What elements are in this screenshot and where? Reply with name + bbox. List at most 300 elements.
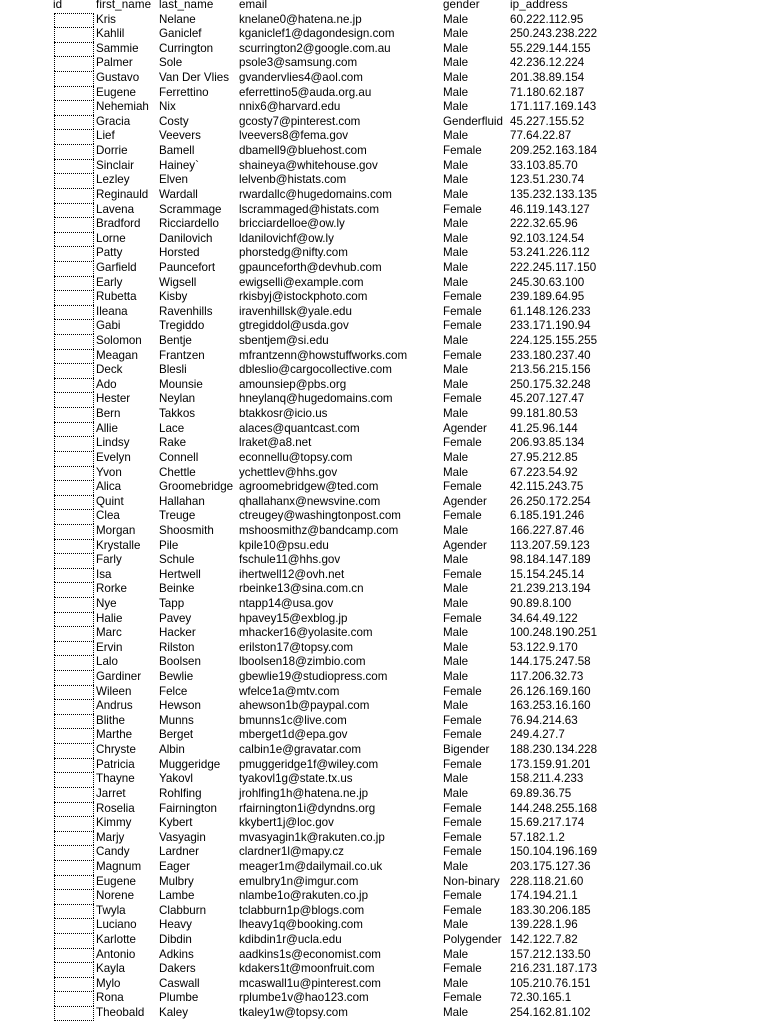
email-cell[interactable]: meager1m@dailymail.co.uk	[239, 859, 383, 873]
id-cell[interactable]	[54, 115, 94, 130]
email-cell[interactable]: gcosty7@pinterest.com	[239, 114, 361, 128]
last-name-cell[interactable]: Scrammage	[159, 202, 222, 216]
email-cell[interactable]: rfairnington1i@dyndns.org	[239, 801, 376, 815]
email-cell[interactable]: qhallahanx@newsvine.com	[239, 494, 381, 508]
id-cell[interactable]	[54, 743, 94, 758]
email-cell[interactable]: iravenhillsk@yale.edu	[239, 304, 352, 318]
email-cell[interactable]: lheavy1q@booking.com	[239, 918, 363, 932]
ip-address-cell[interactable]: 123.51.230.74	[510, 173, 585, 187]
ip-address-cell[interactable]: 173.159.91.201	[510, 757, 591, 771]
ip-address-cell[interactable]: 61.148.126.233	[510, 304, 591, 318]
email-cell[interactable]: lraket@a8.net	[239, 436, 312, 450]
first-name-cell[interactable]: Reginauld	[96, 187, 149, 201]
last-name-cell[interactable]: Beinke	[159, 582, 195, 596]
first-name-cell[interactable]: Sammie	[96, 41, 139, 55]
first-name-cell[interactable]: Garfield	[96, 260, 137, 274]
gender-cell[interactable]: Male	[443, 27, 469, 41]
last-name-cell[interactable]: Plumbe	[159, 991, 199, 1005]
gender-cell[interactable]: Male	[443, 158, 469, 172]
ip-address-cell[interactable]: 183.30.206.185	[510, 903, 591, 917]
ip-address-cell[interactable]: 41.25.96.144	[510, 421, 578, 435]
email-cell[interactable]: dbleslio@cargocollective.com	[239, 363, 392, 377]
last-name-cell[interactable]: Kybert	[159, 816, 193, 830]
email-cell[interactable]: scurrington2@google.com.au	[239, 41, 391, 55]
ip-address-cell[interactable]: 201.38.89.154	[510, 71, 585, 85]
last-name-cell[interactable]: Sole	[159, 56, 183, 70]
id-cell[interactable]	[54, 27, 94, 42]
first-name-cell[interactable]: Isa	[96, 567, 112, 581]
email-cell[interactable]: mvasyagin1k@rakuten.co.jp	[239, 830, 385, 844]
first-name-cell[interactable]: Farly	[96, 553, 122, 567]
id-cell[interactable]	[54, 466, 94, 481]
last-name-cell[interactable]: Bewlie	[159, 670, 194, 684]
header-first-name[interactable]: first_name	[96, 0, 152, 11]
ip-address-cell[interactable]: 53.122.9.170	[510, 640, 578, 654]
ip-address-cell[interactable]: 203.175.127.36	[510, 859, 591, 873]
last-name-cell[interactable]: Tapp	[159, 596, 185, 610]
id-cell[interactable]	[54, 305, 94, 320]
id-cell[interactable]	[54, 290, 94, 305]
last-name-cell[interactable]: Pile	[159, 538, 179, 552]
last-name-cell[interactable]: Ravenhills	[159, 304, 213, 318]
email-cell[interactable]: fschule11@hhs.gov	[239, 553, 341, 567]
ip-address-cell[interactable]: 26.250.172.254	[510, 494, 591, 508]
first-name-cell[interactable]: Kahlil	[96, 27, 125, 41]
first-name-cell[interactable]: Ervin	[96, 640, 123, 654]
last-name-cell[interactable]: Berget	[159, 728, 194, 742]
first-name-cell[interactable]: Marc	[96, 626, 122, 640]
last-name-cell[interactable]: Horsted	[159, 246, 200, 260]
last-name-cell[interactable]: Heavy	[159, 918, 192, 932]
ip-address-cell[interactable]: 90.89.8.100	[510, 596, 572, 610]
last-name-cell[interactable]: Lambe	[159, 889, 195, 903]
first-name-cell[interactable]: Luciano	[96, 918, 137, 932]
ip-address-cell[interactable]: 222.245.117.150	[510, 260, 597, 274]
gender-cell[interactable]: Male	[443, 786, 469, 800]
first-name-cell[interactable]: Norene	[96, 889, 135, 903]
ip-address-cell[interactable]: 157.212.133.50	[510, 947, 591, 961]
email-cell[interactable]: wfelce1a@mtv.com	[239, 684, 340, 698]
gender-cell[interactable]: Male	[443, 173, 469, 187]
header-gender[interactable]: gender	[443, 0, 480, 11]
email-cell[interactable]: rwardallc@hugedomains.com	[239, 187, 392, 201]
email-cell[interactable]: lboolsen18@zimbio.com	[239, 655, 366, 669]
first-name-cell[interactable]: Quint	[96, 494, 124, 508]
email-cell[interactable]: tyakovl1g@state.tx.us	[239, 772, 353, 786]
ip-address-cell[interactable]: 250.175.32.248	[510, 377, 591, 391]
ip-address-cell[interactable]: 174.194.21.1	[510, 889, 578, 903]
email-cell[interactable]: kpile10@psu.edu	[239, 538, 329, 552]
last-name-cell[interactable]: Dibdin	[159, 933, 192, 946]
first-name-cell[interactable]: Evelyn	[96, 450, 131, 464]
last-name-cell[interactable]: Ganiclef	[159, 27, 202, 41]
id-cell[interactable]	[54, 261, 94, 276]
id-cell[interactable]	[54, 276, 94, 291]
gender-cell[interactable]: Male	[443, 918, 469, 932]
email-cell[interactable]: kganiclef1@dagondesign.com	[239, 27, 395, 41]
ip-address-cell[interactable]: 216.231.187.173	[510, 962, 598, 976]
ip-address-cell[interactable]: 139.228.1.96	[510, 918, 578, 932]
first-name-cell[interactable]: Early	[96, 275, 123, 289]
ip-address-cell[interactable]: 53.241.226.112	[510, 246, 590, 260]
id-cell[interactable]	[54, 772, 94, 787]
last-name-cell[interactable]: Treuge	[159, 509, 196, 523]
first-name-cell[interactable]: Deck	[96, 363, 123, 377]
last-name-cell[interactable]: Bamell	[159, 144, 195, 158]
id-cell[interactable]	[54, 422, 94, 437]
email-cell[interactable]: pmuggeridge1f@wiley.com	[239, 757, 379, 771]
email-cell[interactable]: ihertwell12@ovh.net	[239, 567, 345, 581]
id-cell[interactable]	[54, 86, 94, 101]
first-name-cell[interactable]: Gardiner	[96, 670, 142, 684]
id-cell[interactable]	[54, 188, 94, 203]
id-cell[interactable]	[54, 173, 94, 188]
first-name-cell[interactable]: Patricia	[96, 757, 135, 771]
gender-cell[interactable]: Male	[443, 187, 469, 201]
gender-cell[interactable]: Female	[443, 713, 482, 727]
gender-cell[interactable]: Male	[443, 41, 469, 55]
id-cell[interactable]	[54, 319, 94, 334]
ip-address-cell[interactable]: 57.182.1.2	[510, 830, 565, 844]
gender-cell[interactable]: Male	[443, 246, 469, 260]
id-cell[interactable]	[54, 597, 94, 612]
email-cell[interactable]: kkybert1j@loc.gov	[239, 816, 334, 830]
first-name-cell[interactable]: Krystalle	[96, 538, 141, 552]
header-ip-address[interactable]: ip_address	[510, 0, 568, 11]
ip-address-cell[interactable]: 188.230.134.228	[510, 743, 598, 757]
first-name-cell[interactable]: Gracia	[96, 114, 131, 128]
gender-cell[interactable]: Male	[443, 596, 469, 610]
email-cell[interactable]: tkaley1w@topsy.com	[239, 1006, 348, 1020]
email-cell[interactable]: gtregiddol@usda.gov	[239, 319, 349, 333]
gender-cell[interactable]: Female	[443, 830, 482, 844]
ip-address-cell[interactable]: 250.243.238.222	[510, 27, 598, 41]
id-cell[interactable]	[54, 159, 94, 174]
email-cell[interactable]: mberget1d@epa.gov	[239, 728, 348, 742]
id-cell[interactable]	[54, 933, 94, 948]
first-name-cell[interactable]: Ado	[96, 377, 117, 391]
last-name-cell[interactable]: Tregiddo	[159, 319, 205, 333]
email-cell[interactable]: hneylanq@hugedomains.com	[239, 392, 393, 406]
id-cell[interactable]	[54, 436, 94, 451]
gender-cell[interactable]: Female	[443, 319, 482, 333]
gender-cell[interactable]: Male	[443, 582, 469, 596]
gender-cell[interactable]: Male	[443, 12, 469, 26]
id-cell[interactable]	[54, 787, 94, 802]
first-name-cell[interactable]: Lindsy	[96, 436, 130, 450]
first-name-cell[interactable]: Andrus	[96, 699, 133, 713]
first-name-cell[interactable]: Solomon	[96, 334, 142, 348]
gender-cell[interactable]: Genderfluid	[443, 114, 503, 128]
ip-address-cell[interactable]: 71.180.62.187	[510, 85, 585, 99]
last-name-cell[interactable]: Kisby	[159, 290, 188, 304]
gender-cell[interactable]: Male	[443, 260, 469, 274]
email-cell[interactable]: erilston17@topsy.com	[239, 640, 354, 654]
last-name-cell[interactable]: Wigsell	[159, 275, 197, 289]
first-name-cell[interactable]: Eugene	[96, 85, 136, 99]
last-name-cell[interactable]: Vasyagin	[159, 830, 206, 844]
gender-cell[interactable]: Female	[443, 903, 482, 917]
gender-cell[interactable]: Male	[443, 231, 469, 245]
id-cell[interactable]	[54, 392, 94, 407]
gender-cell[interactable]: Male	[443, 465, 469, 479]
first-name-cell[interactable]: Patty	[96, 246, 123, 260]
id-cell[interactable]	[54, 100, 94, 115]
email-cell[interactable]: mfrantzenn@howstuffworks.com	[239, 348, 408, 362]
ip-address-cell[interactable]: 42.115.243.75	[510, 480, 584, 494]
id-cell[interactable]	[54, 42, 94, 57]
first-name-cell[interactable]: Bern	[96, 407, 121, 421]
ip-address-cell[interactable]: 26.126.169.160	[510, 684, 591, 698]
id-cell[interactable]	[54, 875, 94, 890]
first-name-cell[interactable]: Eugene	[96, 874, 136, 888]
gender-cell[interactable]: Female	[443, 290, 482, 304]
gender-cell[interactable]: Female	[443, 304, 482, 318]
ip-address-cell[interactable]: 222.32.65.96	[510, 217, 578, 231]
last-name-cell[interactable]: Kaley	[159, 1006, 189, 1020]
last-name-cell[interactable]: Pauncefort	[159, 260, 216, 274]
id-cell[interactable]	[54, 655, 94, 670]
ip-address-cell[interactable]: 45.207.127.47	[510, 392, 585, 406]
gender-cell[interactable]: Male	[443, 334, 469, 348]
gender-cell[interactable]: Male	[443, 772, 469, 786]
last-name-cell[interactable]: Clabburn	[159, 903, 207, 917]
first-name-cell[interactable]: Ileana	[96, 304, 128, 318]
email-cell[interactable]: calbin1e@gravatar.com	[239, 743, 361, 757]
header-id[interactable]: id	[53, 0, 63, 11]
email-cell[interactable]: mhacker16@yolasite.com	[239, 626, 373, 640]
last-name-cell[interactable]: Felce	[159, 684, 188, 698]
first-name-cell[interactable]: Blithe	[96, 713, 126, 727]
gender-cell[interactable]: Male	[443, 670, 469, 684]
gender-cell[interactable]: Female	[443, 436, 482, 450]
first-name-cell[interactable]: Lorne	[96, 231, 126, 245]
last-name-cell[interactable]: Dakers	[159, 962, 196, 976]
email-cell[interactable]: rbeinke13@sina.com.cn	[239, 582, 364, 596]
email-cell[interactable]: ldanilovichf@ow.ly	[239, 231, 334, 245]
last-name-cell[interactable]: Groomebridge	[159, 480, 234, 494]
first-name-cell[interactable]: Clea	[96, 509, 120, 523]
gender-cell[interactable]: Male	[443, 523, 469, 537]
last-name-cell[interactable]: Danilovich	[159, 231, 213, 245]
ip-address-cell[interactable]: 166.227.87.46	[510, 523, 585, 537]
email-cell[interactable]: ychettlev@hhs.gov	[239, 465, 338, 479]
email-cell[interactable]: sbentjem@si.edu	[239, 334, 329, 348]
email-cell[interactable]: knelane0@hatena.ne.jp	[239, 12, 362, 26]
last-name-cell[interactable]: Boolsen	[159, 655, 201, 669]
ip-address-cell[interactable]: 249.4.27.7	[510, 728, 565, 742]
id-cell[interactable]	[54, 378, 94, 393]
email-cell[interactable]: dbamell9@bluehost.com	[239, 144, 367, 158]
ip-address-cell[interactable]: 6.185.191.246	[510, 509, 585, 523]
gender-cell[interactable]: Female	[443, 845, 482, 859]
first-name-cell[interactable]: Gabi	[96, 319, 121, 333]
last-name-cell[interactable]: Takkos	[159, 407, 196, 421]
id-cell[interactable]	[54, 363, 94, 378]
gender-cell[interactable]: Male	[443, 71, 469, 85]
ip-address-cell[interactable]: 92.103.124.54	[510, 231, 585, 245]
email-cell[interactable]: jrohlfing1h@hatena.ne.jp	[239, 786, 369, 800]
first-name-cell[interactable]: Antonio	[96, 947, 136, 961]
gender-cell[interactable]: Female	[443, 509, 482, 523]
first-name-cell[interactable]: Kimmy	[96, 816, 132, 830]
id-cell[interactable]	[54, 495, 94, 510]
ip-address-cell[interactable]: 45.227.155.52	[510, 114, 585, 128]
id-cell[interactable]	[54, 524, 94, 539]
ip-address-cell[interactable]: 113.207.59.123	[510, 538, 590, 552]
last-name-cell[interactable]: Albin	[159, 743, 185, 757]
ip-address-cell[interactable]: 213.56.215.156	[510, 363, 591, 377]
id-cell[interactable]	[54, 232, 94, 247]
email-cell[interactable]: hpavey15@exblog.jp	[239, 611, 348, 625]
last-name-cell[interactable]: Muggeridge	[159, 757, 221, 771]
id-cell[interactable]	[54, 641, 94, 656]
id-cell[interactable]	[54, 582, 94, 597]
email-cell[interactable]: alaces@quantcast.com	[239, 421, 360, 435]
gender-cell[interactable]: Male	[443, 56, 469, 70]
email-cell[interactable]: rkisbyj@istockphoto.com	[239, 290, 368, 304]
gender-cell[interactable]: Female	[443, 348, 482, 362]
id-cell[interactable]	[54, 1006, 94, 1021]
gender-cell[interactable]: Bigender	[443, 743, 490, 757]
first-name-cell[interactable]: Halie	[96, 611, 123, 625]
last-name-cell[interactable]: Lardner	[159, 845, 199, 859]
first-name-cell[interactable]: Hester	[96, 392, 131, 406]
id-cell[interactable]	[54, 71, 94, 86]
last-name-cell[interactable]: Costy	[159, 114, 189, 128]
ip-address-cell[interactable]: 34.64.49.122	[510, 611, 578, 625]
last-name-cell[interactable]: Chettle	[159, 465, 196, 479]
last-name-cell[interactable]: Rilston	[159, 640, 195, 654]
id-cell[interactable]	[54, 129, 94, 144]
gender-cell[interactable]: Male	[443, 626, 469, 640]
last-name-cell[interactable]: Hewson	[159, 699, 201, 713]
id-cell[interactable]	[54, 728, 94, 743]
first-name-cell[interactable]: Alica	[96, 480, 122, 494]
first-name-cell[interactable]: Palmer	[96, 56, 133, 70]
email-cell[interactable]: ctreugey@washingtonpost.com	[239, 509, 401, 523]
gender-cell[interactable]: Male	[443, 377, 469, 391]
id-cell[interactable]	[54, 977, 94, 992]
id-cell[interactable]	[54, 904, 94, 919]
first-name-cell[interactable]: Candy	[96, 845, 130, 859]
id-cell[interactable]	[54, 845, 94, 860]
id-cell[interactable]	[54, 714, 94, 729]
id-cell[interactable]	[54, 948, 94, 963]
id-cell[interactable]	[54, 217, 94, 232]
header-last-name[interactable]: last_name	[159, 0, 214, 11]
ip-address-cell[interactable]: 224.125.155.255	[510, 334, 598, 348]
email-cell[interactable]: shaineya@whitehouse.gov	[239, 158, 378, 172]
first-name-cell[interactable]: Mylo	[96, 976, 121, 990]
email-cell[interactable]: clardner1l@mapy.cz	[239, 845, 344, 859]
id-cell[interactable]	[54, 699, 94, 714]
first-name-cell[interactable]: Nehemiah	[96, 100, 149, 114]
id-cell[interactable]	[54, 509, 94, 524]
last-name-cell[interactable]: Frantzen	[159, 348, 205, 362]
email-cell[interactable]: nnix6@harvard.edu	[239, 100, 341, 114]
first-name-cell[interactable]: Yvon	[96, 465, 122, 479]
email-cell[interactable]: amounsiep@pbs.org	[239, 377, 347, 391]
first-name-cell[interactable]: Twyla	[96, 903, 126, 917]
gender-cell[interactable]: Female	[443, 728, 482, 742]
id-cell[interactable]	[54, 480, 94, 495]
gender-cell[interactable]: Male	[443, 450, 469, 464]
ip-address-cell[interactable]: 254.162.81.102	[510, 1006, 591, 1020]
first-name-cell[interactable]: Rorke	[96, 582, 127, 596]
ip-address-cell[interactable]: 135.232.133.135	[510, 187, 598, 201]
gender-cell[interactable]: Male	[443, 407, 469, 421]
email-cell[interactable]: psole3@samsung.com	[239, 56, 358, 70]
gender-cell[interactable]: Male	[443, 85, 469, 99]
last-name-cell[interactable]: Mulbry	[159, 874, 194, 888]
email-cell[interactable]: btakkosr@icio.us	[239, 407, 328, 421]
first-name-cell[interactable]: Lief	[96, 129, 115, 143]
ip-address-cell[interactable]: 142.122.7.82	[510, 933, 578, 946]
id-cell[interactable]	[54, 626, 94, 641]
gender-cell[interactable]: Male	[443, 100, 469, 114]
last-name-cell[interactable]: Currington	[159, 41, 214, 55]
ip-address-cell[interactable]: 46.119.143.127	[510, 202, 590, 216]
last-name-cell[interactable]: Nelane	[159, 12, 196, 26]
email-cell[interactable]: gbewlie19@studiopress.com	[239, 670, 388, 684]
ip-address-cell[interactable]: 245.30.63.100	[510, 275, 585, 289]
ip-address-cell[interactable]: 69.89.36.75	[510, 786, 572, 800]
first-name-cell[interactable]: Sinclair	[96, 158, 135, 172]
email-cell[interactable]: agroomebridgew@ted.com	[239, 480, 379, 494]
gender-cell[interactable]: Male	[443, 699, 469, 713]
first-name-cell[interactable]: Magnum	[96, 859, 142, 873]
email-cell[interactable]: rplumbe1v@hao123.com	[239, 991, 369, 1005]
last-name-cell[interactable]: Rohlfing	[159, 786, 202, 800]
email-cell[interactable]: kdakers1t@moonfruit.com	[239, 962, 375, 976]
ip-address-cell[interactable]: 158.211.4.233	[510, 772, 584, 786]
gender-cell[interactable]: Agender	[443, 421, 487, 435]
gender-cell[interactable]: Male	[443, 363, 469, 377]
last-name-cell[interactable]: Schule	[159, 553, 195, 567]
email-cell[interactable]: lelvenb@histats.com	[239, 173, 347, 187]
last-name-cell[interactable]: Ferrettino	[159, 85, 209, 99]
first-name-cell[interactable]: Theobald	[96, 1006, 145, 1020]
ip-address-cell[interactable]: 239.189.64.95	[510, 290, 585, 304]
gender-cell[interactable]: Male	[443, 553, 469, 567]
email-cell[interactable]: aadkins1s@economist.com	[239, 947, 381, 961]
header-email[interactable]: email	[239, 0, 268, 11]
ip-address-cell[interactable]: 15.69.217.174	[510, 816, 585, 830]
id-cell[interactable]	[54, 568, 94, 583]
email-cell[interactable]: lveevers8@fema.gov	[239, 129, 349, 143]
email-cell[interactable]: ewigselli@example.com	[239, 275, 364, 289]
id-cell[interactable]	[54, 13, 94, 28]
gender-cell[interactable]: Male	[443, 217, 469, 231]
last-name-cell[interactable]: Eager	[159, 859, 190, 873]
last-name-cell[interactable]: Hacker	[159, 626, 196, 640]
id-cell[interactable]	[54, 889, 94, 904]
last-name-cell[interactable]: Fairnington	[159, 801, 218, 815]
id-cell[interactable]	[54, 451, 94, 466]
gender-cell[interactable]: Female	[443, 144, 482, 158]
gender-cell[interactable]: Male	[443, 976, 469, 990]
id-cell[interactable]	[54, 246, 94, 261]
gender-cell[interactable]: Female	[443, 202, 482, 216]
email-cell[interactable]: gpaunceforth@devhub.com	[239, 260, 382, 274]
ip-address-cell[interactable]: 144.175.247.58	[510, 655, 591, 669]
first-name-cell[interactable]: Thayne	[96, 772, 135, 786]
first-name-cell[interactable]: Rona	[96, 991, 124, 1005]
email-cell[interactable]: lscrammaged@histats.com	[239, 202, 379, 216]
gender-cell[interactable]: Male	[443, 275, 469, 289]
last-name-cell[interactable]: Wardall	[159, 187, 198, 201]
